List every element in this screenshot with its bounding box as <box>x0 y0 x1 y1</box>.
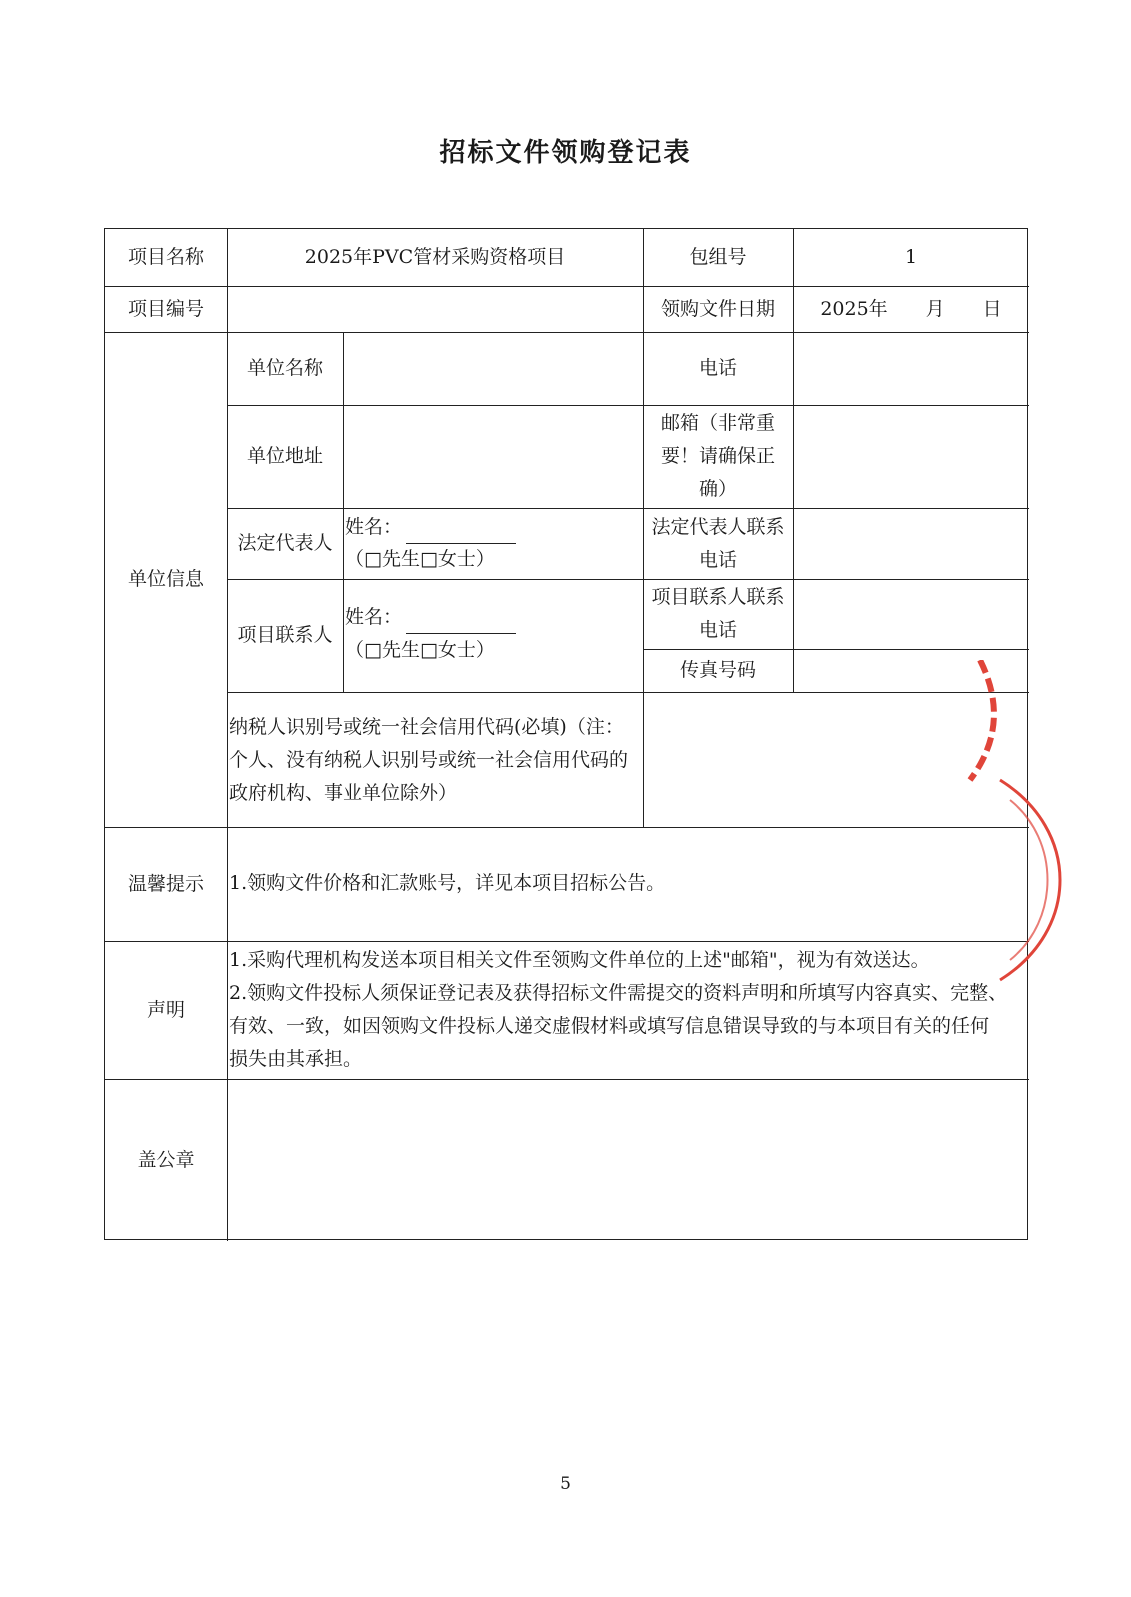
contact-phone-field[interactable] <box>793 579 1029 649</box>
tax-id-field[interactable] <box>643 692 1029 827</box>
unit-info-label: 单位信息 <box>127 568 204 590</box>
phone-label: 电话 <box>698 357 737 379</box>
legal-rep-name-label: 姓名： <box>345 516 403 538</box>
row-divider <box>105 941 1029 942</box>
project-name-value[interactable]: 2025年PVC管材采购资格项目 <box>304 246 566 268</box>
legal-rep-gender[interactable]: （□先生□女士） <box>345 548 495 570</box>
declaration-line3: 有效、一致，如因领购文件投标人递交虚假材料或填写信息错误导致的与本项目有关的任何 <box>229 1015 990 1037</box>
phone-field[interactable] <box>793 332 1029 405</box>
project-number-label: 项目编号 <box>127 297 204 320</box>
fax-field[interactable] <box>793 649 1029 692</box>
contact-name-label: 姓名： <box>345 606 403 628</box>
fax-label: 传真号码 <box>679 659 756 681</box>
tips-text: 1.领购文件价格和汇款账号，详见本项目招标公告。 <box>229 872 666 894</box>
declaration-label: 声明 <box>146 998 185 1021</box>
unit-address-label: 单位地址 <box>246 445 323 467</box>
tips-label: 温馨提示 <box>127 872 204 895</box>
registration-table <box>104 228 1028 1240</box>
tax-id-label-line3: 政府机构、事业单位除外） <box>229 782 458 804</box>
legal-rep-phone-field[interactable] <box>793 508 1029 579</box>
seal-field[interactable] <box>227 1079 1029 1241</box>
legal-rep-name-input[interactable] <box>406 523 516 544</box>
tax-id-label-line2: 个人、没有纳税人识别号或统一社会信用代码的 <box>229 749 629 771</box>
unit-address-field[interactable] <box>343 405 643 508</box>
contact-label: 项目联系人 <box>237 624 333 646</box>
form-title: 招标文件领购登记表 <box>439 138 692 168</box>
contact-phone-label: 项目联系人联系电话 <box>651 586 785 641</box>
email-field[interactable] <box>793 405 1029 508</box>
legal-rep-phone-label: 法定代表人联系电话 <box>651 515 785 571</box>
package-number-value[interactable]: 1 <box>904 246 918 268</box>
legal-rep-name-line <box>345 511 516 544</box>
page-number: 5 <box>560 1474 571 1494</box>
contact-gender[interactable]: （□先生□女士） <box>345 639 495 661</box>
declaration-line1: 1.采购代理机构发送本项目相关文件至领购文件单位的上述"邮箱"，视为有效送达。 <box>229 949 930 971</box>
row-divider <box>105 827 1029 828</box>
purchase-date-label: 领购文件日期 <box>660 297 775 320</box>
seal-label: 盖公章 <box>137 1148 195 1171</box>
project-number-field[interactable] <box>227 286 643 332</box>
unit-name-label: 单位名称 <box>246 357 323 379</box>
tax-id-label-line1: 纳税人识别号或统一社会信用代码(必填)（注： <box>229 716 624 738</box>
purchase-date-value[interactable]: 2025年 月 日 <box>820 297 1002 320</box>
contact-name-input[interactable] <box>406 613 516 634</box>
declaration-line2: 2.领购文件投标人须保证登记表及获得招标文件需提交的资料声明和所填写内容真实、完整、 <box>229 982 1008 1004</box>
email-label: 邮箱（非常重要！请确保正确） <box>660 412 775 500</box>
legal-rep-label: 法定代表人 <box>237 532 333 554</box>
unit-name-field[interactable] <box>343 332 643 405</box>
package-number-label: 包组号 <box>689 246 747 268</box>
project-name-label: 项目名称 <box>127 246 204 268</box>
contact-name-line <box>345 601 516 634</box>
declaration-line4: 损失由其承担。 <box>229 1048 363 1070</box>
